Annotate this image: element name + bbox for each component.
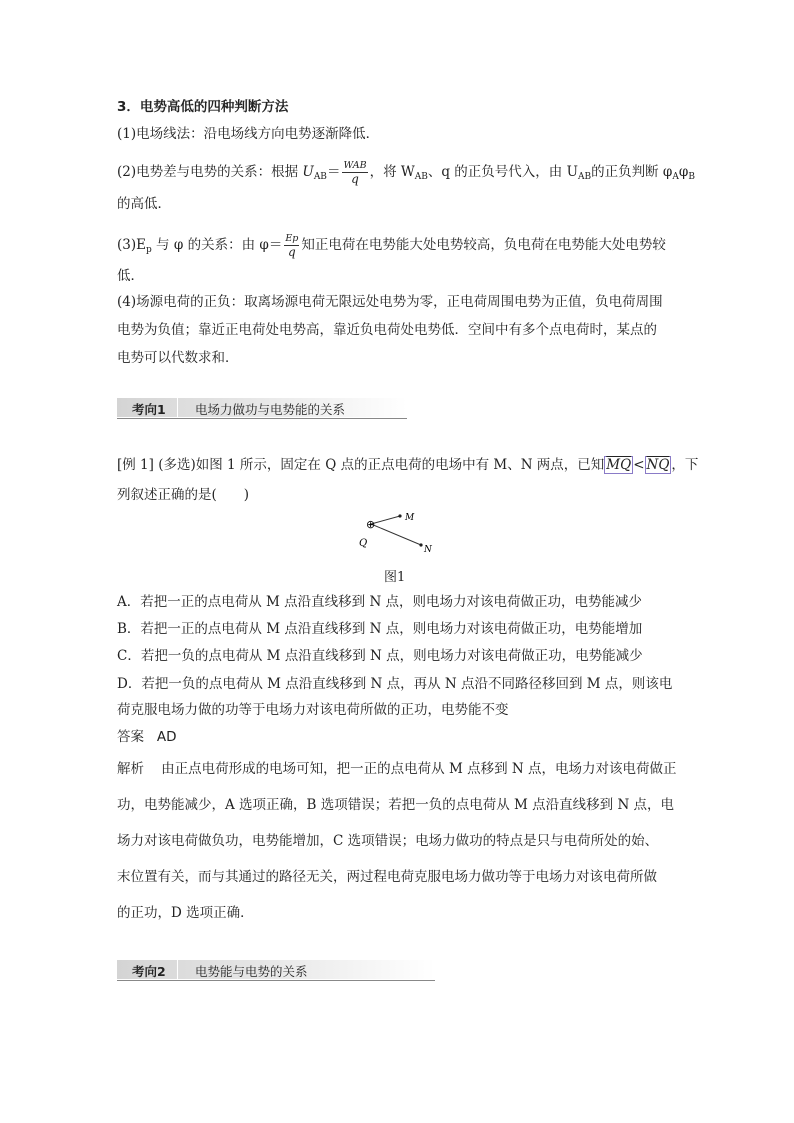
analysis-line-4: 末位置有关，而与其通过的路径无关，两过程电荷克服电场力做功等于电场力对该电荷所做 bbox=[117, 869, 657, 885]
section-header-2 bbox=[117, 960, 435, 979]
segment-mq: $\overline{MQ}$ bbox=[606, 457, 632, 473]
method-4-line-3: 电势可以代数求和． bbox=[117, 350, 239, 366]
method-3-end: 低． bbox=[117, 268, 144, 284]
charge-diagram bbox=[355, 508, 435, 568]
answer-label: 答案 bbox=[117, 729, 144, 745]
answer-value: AD bbox=[156, 729, 177, 745]
example-stem-line-2: 列叙述正确的是( ) bbox=[117, 487, 250, 503]
point-m bbox=[398, 514, 401, 517]
fraction-wab-q: $\frac{\text{WAB}}{q}$ bbox=[343, 160, 367, 186]
segment-nq: $\overline{NQ}$ bbox=[646, 457, 670, 473]
analysis-line-3: 场力对该电荷做负功，电势能增加，C 选项错误；电场力做功的特点是只与电荷所处的始、 bbox=[117, 833, 659, 849]
header-tag: 考向2 bbox=[132, 964, 166, 979]
method-2-end: 的高低． bbox=[117, 196, 171, 212]
example-label: [例 1] bbox=[117, 457, 154, 473]
header-title: 电场力做功与电势能的关系 bbox=[195, 402, 346, 417]
method-4-line-2: 电势为负值；靠近正电荷处电势高，靠近负电荷处电势低．空间中有多个点电荷时，某点的 bbox=[117, 322, 657, 338]
analysis-line-1: 解析 由正点电荷形成的电场可知，把一正的点电荷从 M 点移到 N 点，电场力对该电荷做正 bbox=[117, 761, 677, 777]
line-qm bbox=[371, 516, 400, 524]
analysis-line-2: 功，电势能减少，A 选项正确，B 选项错误；若把一负的点电荷从 M 点沿直线移到 N 点，电 bbox=[117, 797, 675, 813]
option-d: D．若把一负的点电荷从 M 点沿直线移到 N 点，再从 N 点沿不同路径移回到 M 点，则该电 bbox=[117, 676, 673, 692]
analysis-label: 解析 bbox=[117, 761, 144, 777]
method-4-line-1: (4)场源电荷的正负：取离场源电荷无限远处电势为零，正电荷周围电势为正值，负电荷周围 bbox=[117, 294, 663, 310]
label-m: M bbox=[405, 513, 415, 523]
figure-caption: 图1 bbox=[384, 570, 406, 585]
line-qn bbox=[371, 524, 421, 545]
option-a: A．若把一正的点电荷从 M 点沿直线移到 N 点，则电场力对该电荷做正功，电势能减少 bbox=[117, 594, 643, 610]
figure-1 bbox=[355, 508, 435, 568]
label-q: Q bbox=[359, 538, 368, 549]
option-c: C．若把一负的点电荷从 M 点沿直线移到 N 点，则电场力对该电荷做正功，电势能减少 bbox=[117, 648, 643, 664]
method-3: $(3)E_p$ 与 φ 的关系：由 φ＝ $\frac{Ep}{q}$ 知正电荷在电势能大处电势较高，负电荷在电势能大处电势较 bbox=[117, 233, 666, 259]
example-stem: [例 1] (多选)如图 1 所示，固定在 Q 点的正点电荷的电场中有 M、N 两点，已知 $\overline{MQ} < \overline{NQ}$ ，下 bbox=[117, 457, 699, 473]
header-underline bbox=[117, 418, 407, 419]
header-underline bbox=[117, 980, 435, 981]
section-header-1 bbox=[117, 398, 407, 417]
method-2: (2)电势差与电势的关系：根据 $U_{AB}=$ $\frac{\text{WAB}}{q}$ ，将 $W_{AB}$、q 的正负号代入，由 $U_{AB}$的正负判断 $\varphi_A\varphi_B$ bbox=[117, 160, 695, 186]
option-b: B．若把一正的点电荷从 M 点沿直线移到 N 点，则电场力对该电荷做正功，电势能增加 bbox=[117, 621, 643, 637]
header-tag: 考向1 bbox=[132, 402, 166, 417]
analysis-line-5: 的正功，D 选项正确． bbox=[117, 905, 254, 921]
answer-row bbox=[117, 727, 177, 747]
point-n bbox=[419, 543, 422, 546]
header-divider bbox=[177, 398, 178, 417]
option-d-line-2: 荷克服电场力做的功等于电场力对该电荷所做的正功，电势能不变 bbox=[117, 702, 509, 718]
method-1: (1)电场线法：沿电场线方向电势逐渐降低． bbox=[117, 126, 380, 142]
header-title: 电势能与电势的关系 bbox=[195, 964, 308, 979]
section-title: 3．电势高低的四种判断方法 bbox=[117, 99, 289, 115]
positive-charge-symbol: ⊕ bbox=[366, 518, 376, 531]
label-n: N bbox=[424, 545, 432, 555]
fraction-ep-q: $\frac{Ep}{q}$ bbox=[285, 233, 299, 259]
header-divider bbox=[177, 960, 178, 979]
